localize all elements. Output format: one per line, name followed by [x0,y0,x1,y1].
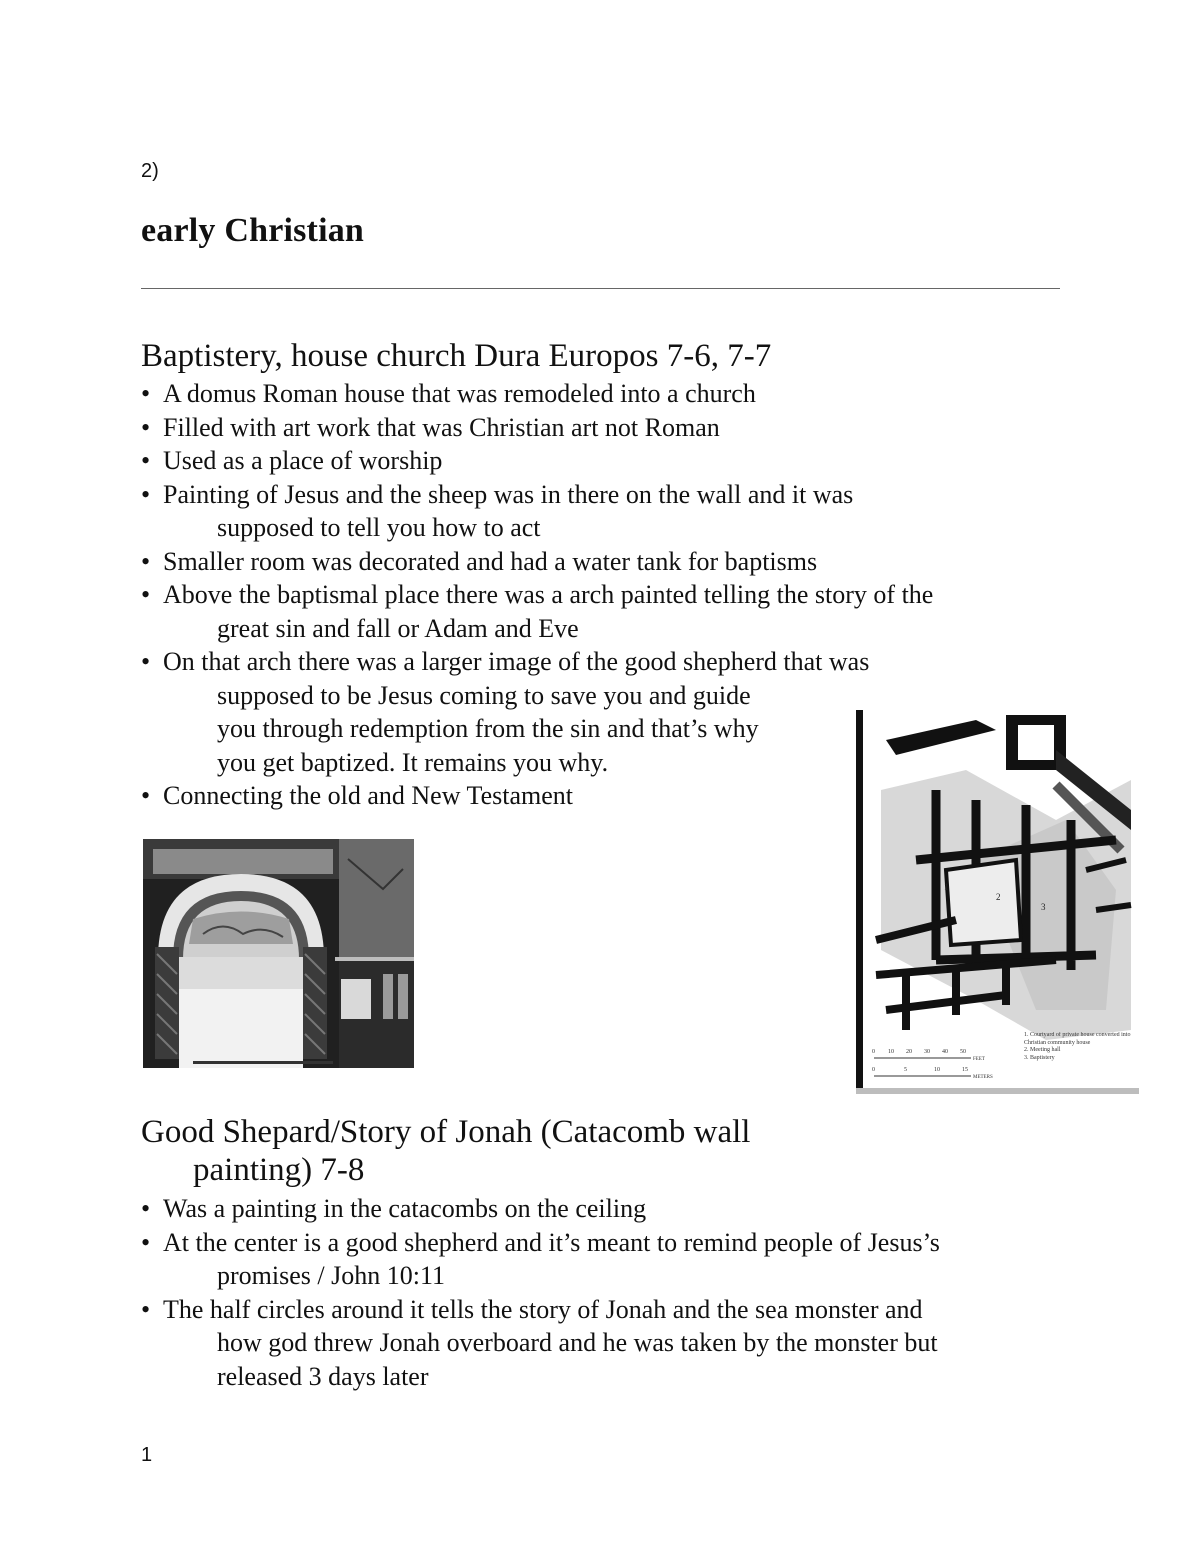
footer-page-number: 1 [141,1444,153,1466]
room-number-label: 1 [944,882,949,892]
plan-legend [1024,1032,1136,1062]
bullet-line: Above the baptismal place there was a arch painted telling the story of the [163,580,934,609]
bullet-line: Was a painting in the catacombs on the ceiling [163,1194,647,1223]
page-title: early Christian [141,212,365,249]
bullet-line: supposed to be Jesus coming to save you and guide [217,680,751,710]
list-item [141,545,1101,579]
bullet-line: Connecting the old and New Testament [163,781,573,810]
list-item [141,411,1101,445]
legend-item: 3. Baptistery [1024,1054,1055,1061]
bullet-line: Painting of Jesus and the sheep was in there on the wall and it was [163,479,854,509]
room-number-label: 2 [996,892,1001,902]
bullet-line: The half circles around it tells the story of Jonah and the sea monster and [163,1294,923,1324]
svg-text:5: 5 [904,1067,907,1073]
house-church-plan-figure [856,710,1139,1098]
bullet-line: released 3 days later [217,1361,429,1391]
svg-text:40: 40 [942,1049,948,1055]
bullet-line: A domus Roman house that was remodeled into a church [163,379,756,408]
bullet-line: promises / John 10:11 [217,1261,445,1290]
heading-line: Good Shepard/Story of Jonah (Catacomb wall [141,1114,751,1150]
bullet-line: At the center is a good shepherd and it’s meant to remind people of Jesus’s [163,1227,940,1257]
bullet-line: Used as a place of worship [163,446,443,475]
baptistery-photo [143,839,414,1068]
svg-text:15: 15 [962,1067,968,1073]
list-item [141,377,1101,411]
legend-item: 1. Courtyard of private house converted into Christian community house [1024,1032,1131,1046]
bullet-line: On that arch there was a larger image of the good shepherd that was [163,647,870,676]
horizontal-divider [141,288,1060,289]
bullet-line: supposed to tell you how to act [217,513,541,542]
svg-text:30: 30 [924,1049,930,1055]
heading-line: painting) 7-8 [193,1152,365,1188]
svg-text:10: 10 [934,1067,940,1073]
bullet-line: you get baptized. It remains you why. [217,747,609,777]
list-item [141,1293,1101,1394]
svg-text:FEET: FEET [973,1057,985,1062]
bullet-line: Smaller room was decorated and had a water tank for baptisms [163,546,818,576]
list-item [141,1226,1101,1293]
svg-text:10: 10 [888,1049,894,1055]
list-item [141,444,1101,478]
bullet-line: you through redemption from the sin and that’s why [217,714,759,743]
section-number: 2) [141,160,159,182]
bullet-line: how god threw Jonah overboard and he was taken by the monster but [217,1328,938,1357]
list-item [141,1192,1101,1226]
list-item [141,578,1101,645]
good-shepherd-bullet-list [141,1192,1101,1393]
floor-plan-drawing [856,710,1139,1098]
svg-text:50: 50 [960,1049,966,1055]
room-number-label: 3 [1041,902,1046,912]
svg-text:0: 0 [872,1049,875,1055]
baptistery-arch-illustration [143,839,414,1068]
bullet-line: Filled with art work that was Christian art not Roman [163,412,720,442]
legend-item: 2. Meeting hall [1024,1047,1061,1053]
bullet-line: great sin and fall or Adam and Eve [217,613,579,643]
svg-text:20: 20 [906,1049,912,1055]
list-item [141,478,1101,545]
section-heading-good-shepherd [141,1113,861,1189]
svg-text:0: 0 [872,1067,875,1073]
svg-text:METERS: METERS [973,1075,993,1080]
section-heading-baptistery: Baptistery, house church Dura Europos 7-6, 7-7 [141,338,772,374]
